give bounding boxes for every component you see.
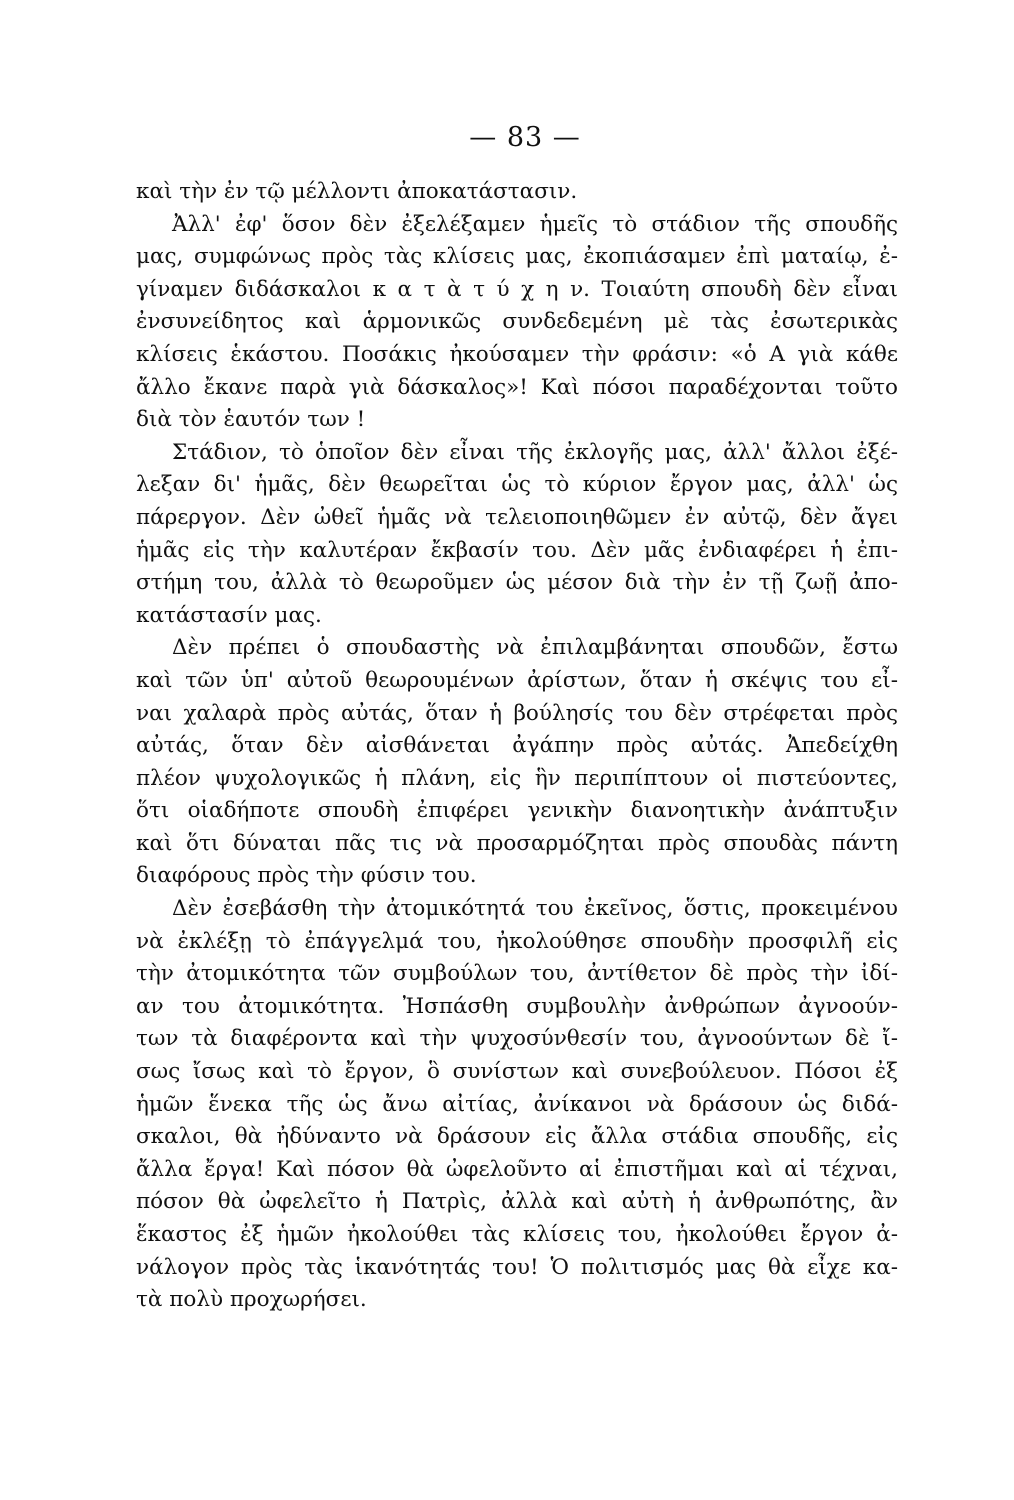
text-line: νὰ ἐκλέξῃ τὸ ἐπάγγελμά του, ἠκολούθησε σπουδὴν προσφιλῆ εἰς <box>136 928 898 954</box>
text-line: σως ἴσως καὶ τὸ ἔργον, ὃ συνίστων καὶ συνεβούλευον. Πόσοι ἐξ <box>136 1059 898 1085</box>
text-line: ἄλλο ἔκανε παρὰ γιὰ δάσκαλος»! Καὶ πόσοι παραδέχονται τοῦτο <box>136 374 898 400</box>
text-line: των τὰ διαφέροντα καὶ τὴν ψυχοσύνθεσίν του, ἀγνοούντων δὲ ἴ- <box>136 1026 898 1052</box>
text-line: ὅτι οἱαδήποτε σπουδὴ ἐπιφέρει γενικὴν διανοητικὴν ἀνάπτυξιν <box>136 798 898 824</box>
text-line: σκαλοι, θὰ ἠδύναντο νὰ δράσουν εἰς ἄλλα στάδια σπουδῆς, εἰς <box>136 1124 898 1150</box>
text-line: ἡμῶν ἕνεκα τῆς ὡς ἄνω αἰτίας, ἀνίκανοι νὰ δράσουν ὡς διδά- <box>136 1091 898 1117</box>
body-text <box>136 176 898 1317</box>
text-line: αν του ἀτομικότητα. Ἠσπάσθη συμβουλὴν ἀνθρώπων ἀγνοούν- <box>136 993 898 1019</box>
text-line: λεξαν δι' ἡμᾶς, δὲν θεωρεῖται ὡς τὸ κύριον ἔργον μας, ἀλλ' ὡς <box>136 472 898 498</box>
text-line: ἕκαστος ἐξ ἡμῶν ἠκολούθει τὰς κλίσεις του, ἠκολούθει ἔργον ἀ- <box>136 1222 898 1247</box>
text-line: πάρεργον. Δὲν ὠθεῖ ἡμᾶς νὰ τελειοποιηθῶμεν ἐν αὐτῷ, δὲν ἄγει <box>136 504 898 530</box>
text-line: κατάστασίν μας. <box>136 602 322 628</box>
text-line: Δὲν ἐσεβάσθη τὴν ἀτομικότητά του ἐκεῖνος, ὅστις, προκειμένου <box>172 896 898 922</box>
text-line: νάλογον πρὸς τὰς ἱκανότητάς του! Ὁ πολιτισμός μας θὰ εἶχε κα- <box>136 1254 898 1280</box>
text-line: Δὲν πρέπει ὁ σπουδαστὴς νὰ ἐπιλαμβάνηται σπουδῶν, ἔστω <box>172 635 898 661</box>
text-line: ἄλλα ἔργα! Καὶ πόσον θὰ ὠφελοῦντο αἱ ἐπιστῆμαι καὶ αἱ τέχναι, <box>136 1156 898 1182</box>
text-line: Στάδιον, τὸ ὁποῖον δὲν εἶναι τῆς ἐκλογῆς μας, ἀλλ' ἄλλοι ἐξέ- <box>172 439 898 465</box>
text-line: στήμη του, ἀλλὰ τὸ θεωροῦμεν ὡς μέσον διὰ τὴν ἐν τῇ ζωῇ ἀπο- <box>136 570 898 596</box>
text-line: μας, συμφώνως πρὸς τὰς κλίσεις μας, ἐκοπιάσαμεν ἐπὶ ματαίῳ, ἐ- <box>136 244 898 270</box>
text-line: καὶ τὴν ἐν τῷ μέλλοντι ἀποκατάστασιν. <box>136 179 578 204</box>
text-line: ἡμᾶς εἰς τὴν καλυτέραν ἔκβασίν του. Δὲν μᾶς ἐνδιαφέρει ἡ ἐπι- <box>136 537 898 563</box>
text-line: κλίσεις ἑκάστου. Ποσάκις ἠκούσαμεν τὴν φράσιν: «ὁ Α γιὰ κάθε <box>136 341 898 367</box>
text-line: διαφόρους πρὸς τὴν φύσιν του. <box>136 863 477 889</box>
text-line: τὰ πολὺ προχωρήσει. <box>136 1287 367 1313</box>
text-line: πλέον ψυχολογικῶς ἡ πλάνη, εἰς ἣν περιπίπτουν οἱ πιστεύοντες, <box>136 765 898 791</box>
text-line: καὶ ὅτι δύναται πᾶς τις νὰ προσαρμόζηται πρὸς σπουδὰς πάντη <box>136 830 898 856</box>
text-line: πόσον θὰ ὠφελεῖτο ἡ Πατρὶς, ἀλλὰ καὶ αὐτὴ ἡ ἀνθρωπότης, ἂν <box>136 1189 898 1215</box>
text-line: Ἀλλ' ἐφ' ὅσον δὲν ἐξελέξαμεν ἡμεῖς τὸ στάδιον τῆς σπουδῆς <box>172 211 898 237</box>
text-line: ἐνσυνείδητος καὶ ἁρμονικῶς συνδεδεμένη μὲ τὰς ἐσωτερικὰς <box>136 309 898 335</box>
text-line: γίναμεν διδάσκαλοι κ α τ ὰ τ ύ χ η ν. Τοιαύτη σπουδὴ δὲν εἶναι <box>136 276 898 302</box>
text-line: διὰ τὸν ἑαυτόν των ! <box>136 407 366 433</box>
text-line: ναι χαλαρὰ πρὸς αὐτάς, ὅταν ἡ βούλησίς του δὲν στρέφεται πρὸς <box>136 700 898 726</box>
text-line: καὶ τῶν ὑπ' αὐτοῦ θεωρουμένων ἀρίστων, ὅταν ἡ σκέψις του εἶ- <box>136 667 898 693</box>
text-line: αὐτάς, ὅταν δὲν αἰσθάνεται ἀγάπην πρὸς αὐτάς. Ἀπεδείχθη <box>136 733 898 759</box>
page-number: — 83 — <box>469 122 581 153</box>
text-line: τὴν ἀτομικότητα τῶν συμβούλων του, ἀντίθετον δὲ πρὸς τὴν ἰδί- <box>136 961 898 987</box>
